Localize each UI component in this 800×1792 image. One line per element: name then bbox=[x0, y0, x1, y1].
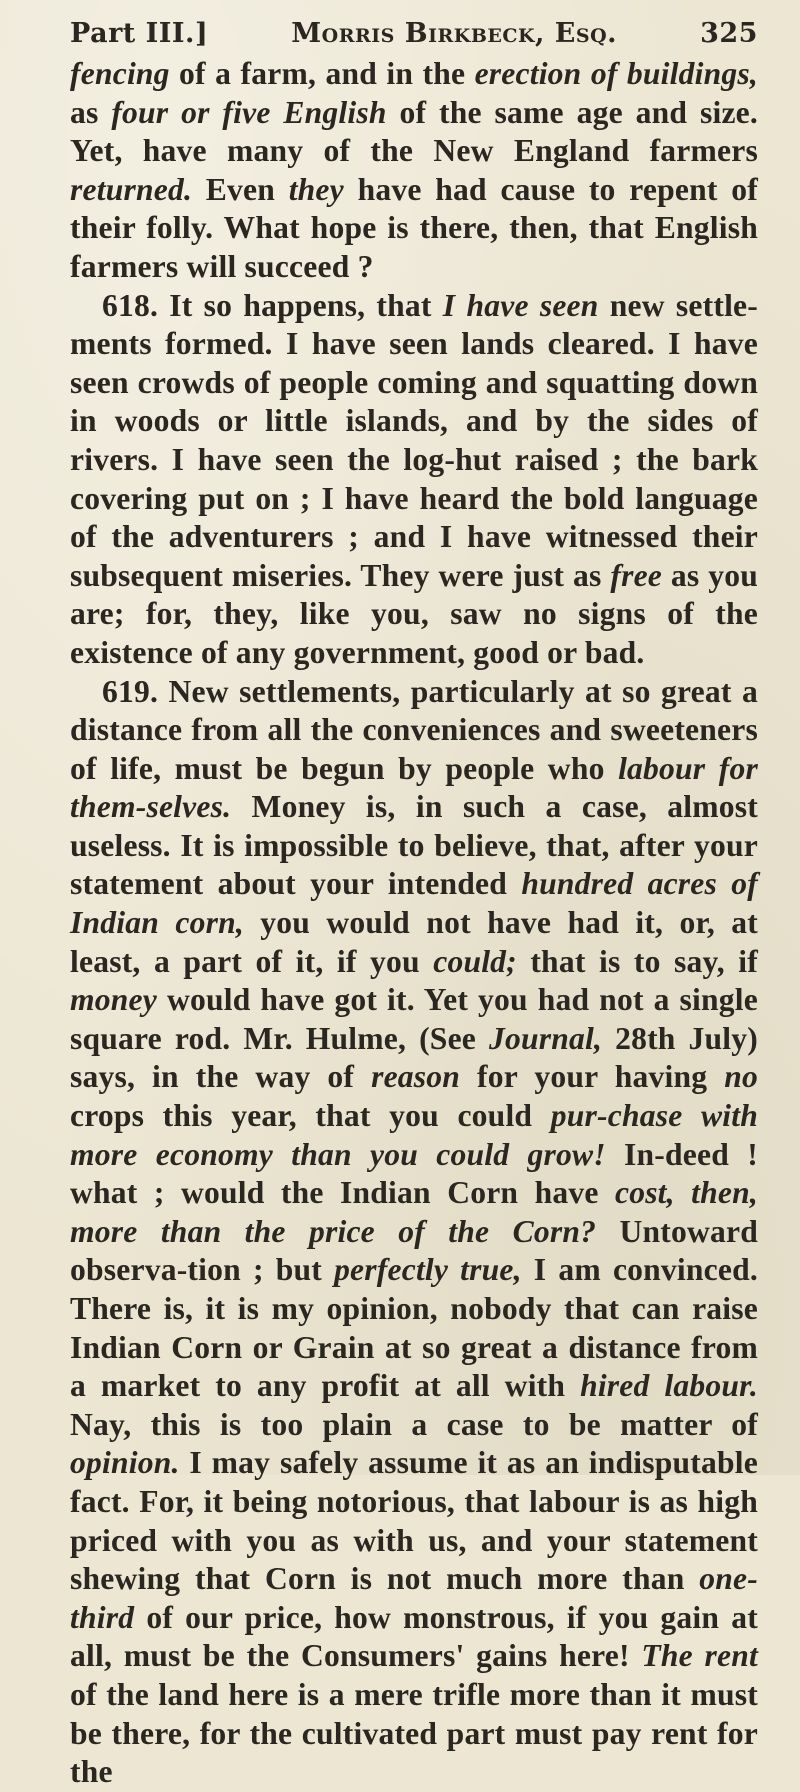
italic-text-run: opinion. bbox=[70, 1445, 180, 1481]
italic-text-run: reason bbox=[371, 1059, 461, 1095]
italic-text-run: returned. bbox=[70, 171, 193, 207]
text-run: 618. It so happens, that bbox=[102, 287, 443, 323]
italic-text-run: money bbox=[70, 982, 157, 1018]
part-label: Part III.] bbox=[70, 18, 209, 49]
text-run: Untoward observa-tion ; but bbox=[70, 1213, 758, 1288]
text-run bbox=[581, 56, 590, 91]
italic-text-run: hundred acres of Indian corn, bbox=[70, 866, 758, 941]
text-run: as bbox=[70, 94, 112, 130]
italic-text-run: labour for them-selves. bbox=[70, 750, 758, 825]
body-text bbox=[70, 55, 758, 1792]
text-run: crops this year, that you could bbox=[70, 1098, 551, 1134]
text-run: new settle-ments formed. I have seen lands cleared. I have seen crowds of people coming and squatting down in woods or little islands, and by the sides of rivers. I have seen the log-hut raised ; the bark covering put on ; I have heard the bold language of the adventurers ; and I have witnessed their subsequent miseries. They were just as bbox=[70, 287, 758, 593]
text-run: 28th July) says, in the way of bbox=[70, 1020, 758, 1095]
text-run: Even bbox=[192, 171, 289, 207]
text-run: 619. New settlements, particularly at so great a distance from all the conveniences and sweeteners of life, must be begun by people who bbox=[70, 673, 758, 786]
italic-text-run: no bbox=[724, 1059, 759, 1095]
italic-text-run: they bbox=[288, 171, 344, 207]
author-title: Morris Birkbeck, Esq. bbox=[291, 18, 618, 49]
text-run: of our price, how monstrous, if you gain at all, must be the Consumers' gains here! bbox=[70, 1599, 758, 1674]
text-run: as you are; for, they, like you, saw no signs of the existence of any government, good or bad. bbox=[70, 557, 758, 670]
page-number: 325 bbox=[700, 18, 758, 49]
italic-text-run: hired labour. bbox=[580, 1368, 759, 1404]
paragraph-618 bbox=[70, 287, 758, 673]
italic-text-run: one-third bbox=[70, 1561, 758, 1635]
italic-text-run: could; bbox=[433, 943, 517, 979]
italic-text-run: The rent bbox=[641, 1638, 758, 1674]
text-run: of the same age and size. Yet, have many of the New England farmers bbox=[70, 94, 758, 169]
paragraph-619 bbox=[70, 673, 758, 1792]
italic-text-run: fencing bbox=[70, 56, 170, 91]
text-run: Money is, in such a case, almost useless. It is impossible to believe, that, after your statement about your intended bbox=[70, 789, 758, 902]
italic-text-run: four or five English bbox=[111, 94, 387, 130]
italic-text-run: pur-chase with more economy than you could grow! bbox=[70, 1098, 758, 1172]
text-run: for your having bbox=[460, 1059, 725, 1095]
text-run: of the land here is a mere trifle more than it must be there, for the cultivated part must pay rent for the bbox=[70, 1676, 758, 1790]
text-run: have had cause to repent of their folly. What hope is there, then, that English farmers will succeed ? bbox=[70, 171, 758, 284]
italic-text-run: free bbox=[610, 557, 663, 593]
paragraph-continued bbox=[70, 55, 758, 287]
italic-text-run: of buildings, bbox=[590, 56, 758, 91]
text-run: I am convinced. There is, it is my opinion, nobody that can raise Indian Corn or Grain at so great a distance from a market to any profit at all with bbox=[70, 1252, 758, 1404]
text-run: you would not have had it, or, at least, a part of it, if you bbox=[70, 905, 758, 979]
italic-text-run: perfectly true, bbox=[334, 1252, 522, 1288]
text-run: that is to say, if bbox=[516, 943, 759, 979]
italic-text-run: erection bbox=[474, 56, 582, 91]
italic-text-run: Journal, bbox=[489, 1020, 603, 1056]
running-head bbox=[70, 18, 758, 49]
text-run: would have got it. Yet you had not a single square rod. Mr. Hulme, (See bbox=[70, 982, 758, 1056]
text-run: of a farm, and in the bbox=[169, 56, 475, 91]
italic-text-run: cost, then, more than the price of the Corn? bbox=[70, 1175, 758, 1249]
italic-text-run: I have seen bbox=[442, 287, 599, 323]
text-run: In-deed ! what ; would the Indian Corn have bbox=[70, 1136, 758, 1211]
text-run: I may safely assume it as an indisputable fact. For, it being notorious, that labour is as high priced with you as with us, and your statement shewing that Corn is not much more than bbox=[70, 1445, 758, 1597]
text-run: Nay, this is too plain a case to be matter of bbox=[70, 1406, 758, 1442]
